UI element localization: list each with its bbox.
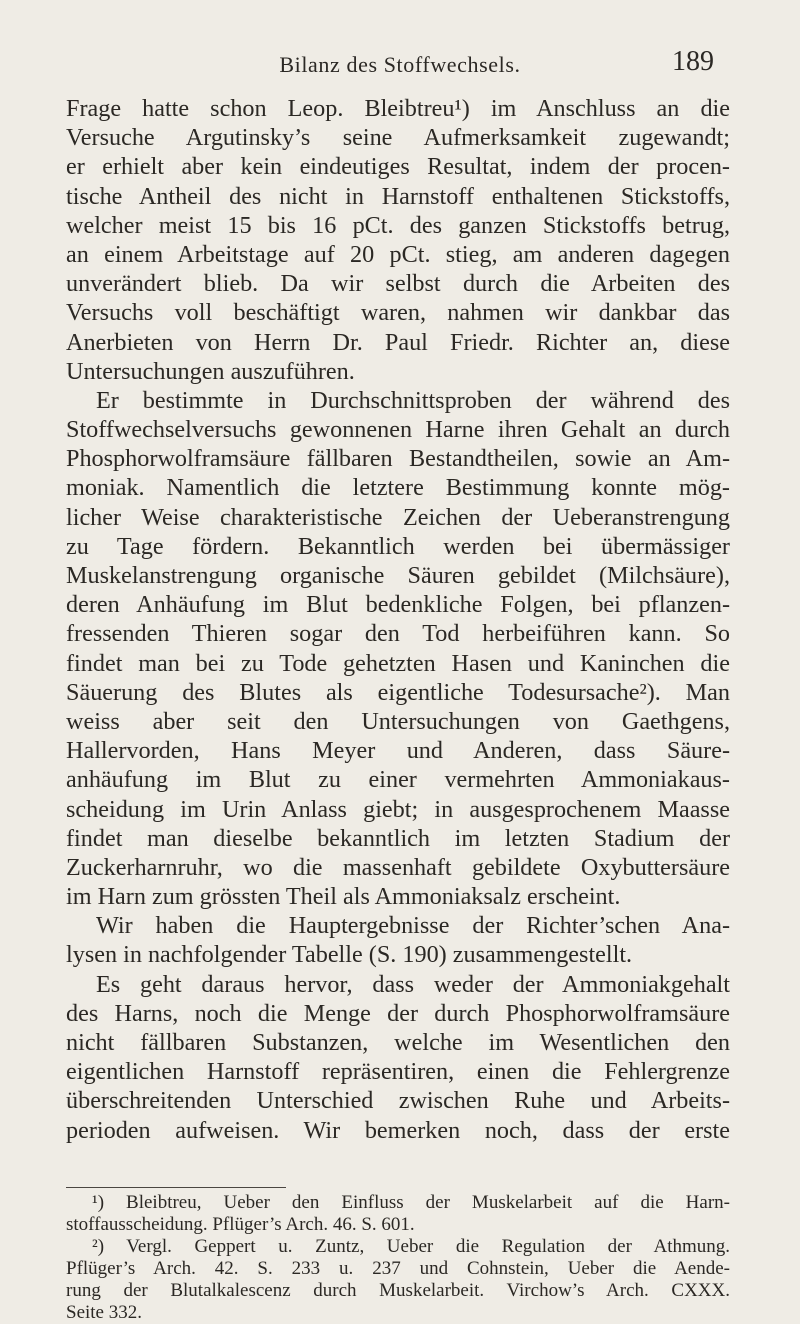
- footnote-line: rung der Blutalkalescenz durch Muskelarbeit. Virchow’s Arch. CXXX.: [66, 1280, 730, 1301]
- text-line: überschreitenden Unterschied zwischen Ruhe und Arbeits-: [66, 1087, 730, 1115]
- text-line: des Harns, noch die Menge der durch Phosphorwolframsäure: [66, 999, 730, 1027]
- text-line: Wir haben die Hauptergebnisse der Richter’schen Ana-: [96, 912, 730, 940]
- footnote-line: stoffausscheidung. Pflüger’s Arch. 46. S. 601.: [66, 1214, 415, 1235]
- page-number: 189: [672, 46, 714, 77]
- text-line: Untersuchungen auszuführen.: [66, 357, 355, 385]
- text-line: perioden aufweisen. Wir bemerken noch, dass der erste: [66, 1116, 730, 1144]
- text-line: Zuckerharnruhr, wo die massenhaft gebildete Oxybuttersäure: [66, 853, 730, 881]
- text-line: eigentlichen Harnstoff repräsentiren, einen die Fehlergrenze: [66, 1058, 730, 1086]
- text-line: licher Weise charakteristische Zeichen der Ueberanstrengung: [66, 503, 730, 531]
- text-line: welcher meist 15 bis 16 pCt. des ganzen Stickstoffs betrug,: [66, 211, 730, 239]
- text-line: anhäufung im Blut zu einer vermehrten Ammoniakaus-: [66, 766, 730, 794]
- footnote-line: Seite 332.: [66, 1302, 142, 1323]
- footnote-line: ²) Vergl. Geppert u. Zuntz, Ueber die Regulation der Athmung.: [92, 1236, 730, 1257]
- text-line: Phosphorwolframsäure fällbaren Bestandtheilen, sowie an Am-: [66, 445, 730, 473]
- text-line: deren Anhäufung im Blut bedenkliche Folgen, bei pflanzen-: [66, 591, 730, 619]
- text-line: zu Tage fördern. Bekanntlich werden bei übermässiger: [66, 532, 730, 560]
- footnote-line: ¹) Bleibtreu, Ueber den Einfluss der Muskelarbeit auf die Harn-: [92, 1192, 730, 1213]
- page-header: [0, 44, 800, 84]
- running-title: Bilanz des Stoffwechsels.: [279, 52, 521, 77]
- text-line: Er bestimmte in Durchschnittsproben der während des: [96, 386, 730, 414]
- text-line: scheidung im Urin Anlass giebt; in ausgesprochenem Maasse: [66, 795, 730, 823]
- footnote-divider: [66, 1187, 286, 1188]
- main-text: [66, 94, 730, 1145]
- text-line: nicht fällbaren Substanzen, welche im Wesentlichen den: [66, 1029, 730, 1056]
- text-line: findet man bei zu Tode gehetzten Hasen und Kaninchen die: [66, 649, 730, 677]
- text-line: Versuche Argutinsky’s seine Aufmerksamkeit zugewandt;: [66, 124, 730, 152]
- text-line: unverändert blieb. Da wir selbst durch die Arbeiten des: [66, 270, 730, 298]
- text-line: Muskelanstrengung organische Säuren gebildet (Milchsäure),: [66, 562, 730, 589]
- text-line: Frage hatte schon Leop. Bleibtreu¹) im Anschluss an die: [66, 95, 730, 122]
- text-line: an einem Arbeitstage auf 20 pCt. stieg, am anderen dagegen: [66, 240, 730, 268]
- text-line: weiss aber seit den Untersuchungen von Gaethgens,: [66, 707, 730, 735]
- text-line: moniak. Namentlich die letztere Bestimmung konnte mög-: [66, 474, 730, 502]
- text-line: lysen in nachfolgender Tabelle (S. 190) zusammengestellt.: [66, 941, 633, 969]
- text-line: tische Antheil des nicht in Harnstoff enthaltenen Stickstoffs,: [66, 182, 730, 210]
- text-line: Hallervorden, Hans Meyer und Anderen, dass Säure-: [66, 737, 730, 765]
- text-line: Anerbieten von Herrn Dr. Paul Friedr. Richter an, diese: [66, 328, 730, 356]
- text-line: Stoffwechselversuchs gewonnenen Harne ihren Gehalt an durch: [66, 416, 730, 444]
- footnotes: [66, 1192, 730, 1324]
- text-line: Versuchs voll beschäftigt waren, nahmen wir dankbar das: [66, 299, 730, 327]
- text-line: findet man dieselbe bekanntlich im letzten Stadium der: [66, 824, 730, 852]
- text-line: Es geht daraus hervor, dass weder der Ammoniakgehalt: [96, 970, 730, 998]
- text-line: fressenden Thieren sogar den Tod herbeiführen kann. So: [66, 620, 730, 648]
- text-line: Säuerung des Blutes als eigentliche Todesursache²). Man: [66, 678, 730, 706]
- text-line: im Harn zum grössten Theil als Ammoniaksalz erscheint.: [66, 883, 621, 911]
- text-line: er erhielt aber kein eindeutiges Resultat, indem der procen-: [66, 153, 730, 181]
- footnote-line: Pflüger’s Arch. 42. S. 233 u. 237 und Cohnstein, Ueber die Aende-: [66, 1258, 730, 1279]
